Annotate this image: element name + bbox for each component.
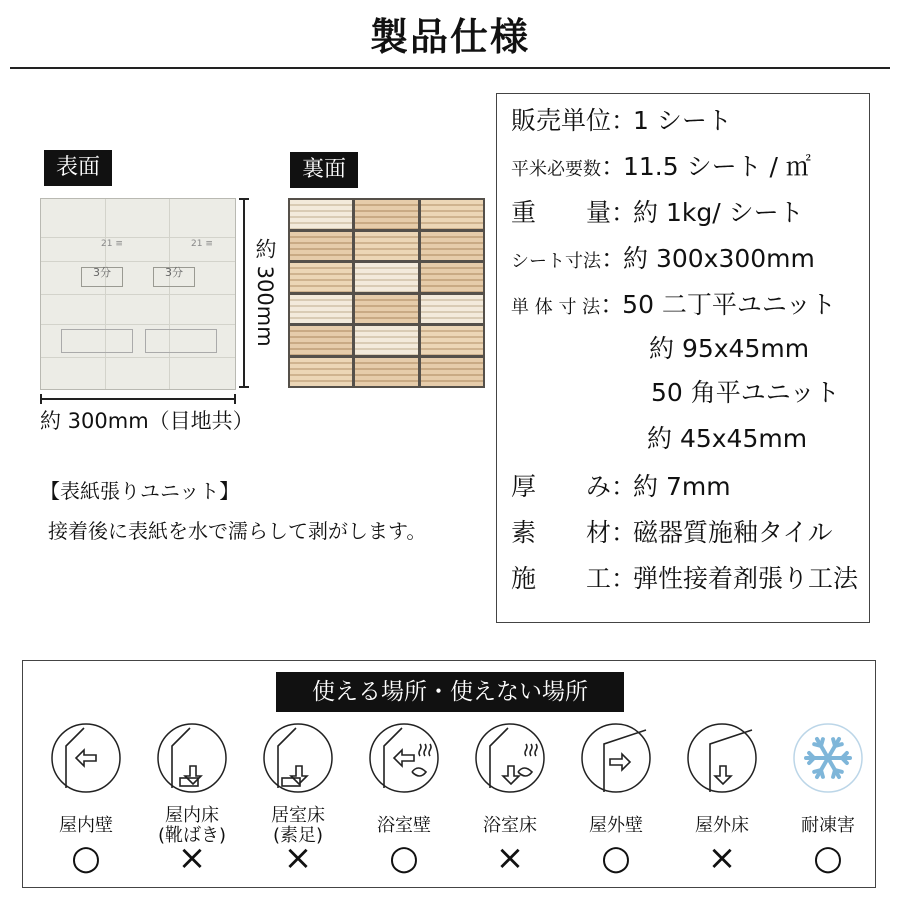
spec-box bbox=[496, 93, 870, 623]
spec-value: 磁器質施釉タイル bbox=[633, 518, 833, 547]
usage-place bbox=[40, 722, 132, 836]
bathroom-floor-icon bbox=[474, 722, 546, 794]
usage-place bbox=[252, 722, 344, 846]
tile bbox=[355, 326, 417, 355]
horizontal-dimension-line bbox=[40, 398, 236, 400]
usage-place-name: 居室床 (素足) bbox=[271, 805, 325, 846]
tile bbox=[355, 295, 417, 324]
spec-key: 施 工 bbox=[511, 564, 612, 593]
note-body: 接着後に表紙を水で濡らして剥がします。 bbox=[48, 519, 427, 543]
spec-colon: ： bbox=[601, 244, 627, 273]
tile bbox=[290, 358, 352, 387]
tile bbox=[421, 232, 483, 261]
vertical-dimension-label: 約 300mm bbox=[253, 238, 277, 347]
room-floor-barefoot-icon bbox=[262, 722, 334, 794]
tile bbox=[355, 232, 417, 261]
spec-unit-size-line-3: 50 角平ユニット bbox=[651, 378, 840, 407]
back-sheet-image bbox=[288, 198, 485, 388]
spec-colon: ： bbox=[611, 564, 637, 593]
usage-place-name: 耐凍害 bbox=[801, 815, 855, 836]
usage-place-mark: ○ bbox=[389, 838, 419, 878]
tile bbox=[421, 295, 483, 324]
bathroom-wall-icon bbox=[368, 722, 440, 794]
spec-row-sales-unit bbox=[511, 106, 732, 136]
snowflake-icon bbox=[792, 722, 864, 794]
spec-key: 厚 み bbox=[511, 472, 612, 501]
spec-key: 平米必要数 bbox=[511, 159, 601, 180]
usage-place bbox=[358, 722, 450, 836]
spec-value: 約 300x300mm bbox=[623, 244, 815, 273]
spec-colon: ： bbox=[611, 106, 637, 135]
spec-key: 素 材 bbox=[511, 518, 612, 547]
usage-place-name: 屋内壁 bbox=[59, 815, 113, 836]
spec-colon: ： bbox=[611, 472, 637, 501]
front-number-2: 21 ≡ bbox=[191, 239, 213, 249]
usage-place-name: 屋外床 bbox=[695, 815, 749, 836]
usage-place-mark: × bbox=[177, 838, 207, 878]
indoor-floor-shoes-icon bbox=[156, 722, 228, 794]
spec-value: 約 1kg/ シート bbox=[633, 198, 804, 227]
spec-row-construction bbox=[511, 564, 858, 594]
spec-value: 50 二丁平ユニット bbox=[622, 290, 836, 319]
usage-place-name: 屋内床 (靴ばき) bbox=[157, 805, 227, 846]
indoor-wall-icon bbox=[50, 722, 122, 794]
spec-value: 1 シート bbox=[633, 106, 732, 135]
usage-place-mark: × bbox=[283, 838, 313, 878]
front-label: 表面 bbox=[44, 150, 112, 186]
spec-key: 単 体 寸 法 bbox=[511, 297, 601, 318]
usage-place-mark: ○ bbox=[601, 838, 631, 878]
spec-key: 重 量 bbox=[511, 198, 612, 227]
usage-place-name: 屋外壁 bbox=[589, 815, 643, 836]
tile bbox=[355, 200, 417, 229]
usage-place bbox=[676, 722, 768, 836]
tile bbox=[421, 326, 483, 355]
spec-unit-size-line-4: 約 45x45mm bbox=[647, 424, 808, 453]
usage-place bbox=[570, 722, 662, 836]
back-label: 裏面 bbox=[290, 152, 358, 188]
usage-place-mark: × bbox=[707, 838, 737, 878]
front-badge-2: 3分 bbox=[153, 267, 195, 287]
spec-value: 11.5 シート / ㎡ bbox=[623, 152, 811, 181]
spec-value: 約 7mm bbox=[633, 472, 731, 501]
front-instructions-1 bbox=[61, 329, 133, 353]
spec-unit-size-line-2: 約 95x45mm bbox=[649, 334, 810, 363]
outdoor-wall-icon bbox=[580, 722, 652, 794]
usage-place bbox=[464, 722, 556, 836]
usage-place-mark: × bbox=[495, 838, 525, 878]
spec-colon: ： bbox=[611, 198, 637, 227]
note-heading: 【表紙張りユニット】 bbox=[40, 479, 240, 503]
usage-place bbox=[146, 722, 238, 846]
usage-place bbox=[782, 722, 874, 836]
tile bbox=[290, 295, 352, 324]
spec-row-per-sqm bbox=[511, 152, 811, 185]
spec-key: 販売単位 bbox=[511, 106, 612, 135]
front-number-1: 21 ≡ bbox=[101, 239, 123, 249]
spec-colon: ： bbox=[600, 290, 626, 319]
tile bbox=[355, 358, 417, 387]
tile bbox=[421, 263, 483, 292]
usage-place-name: 浴室壁 bbox=[377, 815, 431, 836]
spec-row-sheet-size bbox=[511, 244, 815, 277]
usage-heading: 使える場所・使えない場所 bbox=[276, 672, 624, 712]
spec-row-unit-size bbox=[511, 290, 836, 323]
horizontal-dimension-label: 約 300mm（目地共） bbox=[40, 409, 254, 433]
tile bbox=[290, 200, 352, 229]
tile bbox=[290, 326, 352, 355]
title-divider bbox=[10, 67, 890, 69]
spec-colon: ： bbox=[611, 518, 637, 547]
outdoor-floor-icon bbox=[686, 722, 758, 794]
spec-row-weight bbox=[511, 198, 804, 228]
tile bbox=[290, 232, 352, 261]
usage-place-mark: ○ bbox=[813, 838, 843, 878]
page-title: 製品仕様 bbox=[369, 15, 530, 59]
front-instructions-2 bbox=[145, 329, 217, 353]
vertical-dimension-line bbox=[243, 198, 245, 388]
tile bbox=[355, 263, 417, 292]
front-sheet-image bbox=[40, 198, 236, 390]
usage-place-name: 浴室床 bbox=[483, 815, 537, 836]
tile bbox=[290, 263, 352, 292]
tile bbox=[421, 200, 483, 229]
spec-colon: ： bbox=[601, 152, 627, 181]
usage-place-mark: ○ bbox=[71, 838, 101, 878]
spec-row-material bbox=[511, 518, 833, 548]
spec-row-thickness bbox=[511, 472, 731, 502]
tile bbox=[421, 358, 483, 387]
spec-value: 弾性接着剤張り工法 bbox=[633, 564, 859, 593]
spec-key: シート寸法 bbox=[511, 251, 601, 272]
front-badge-1: 3分 bbox=[81, 267, 123, 287]
